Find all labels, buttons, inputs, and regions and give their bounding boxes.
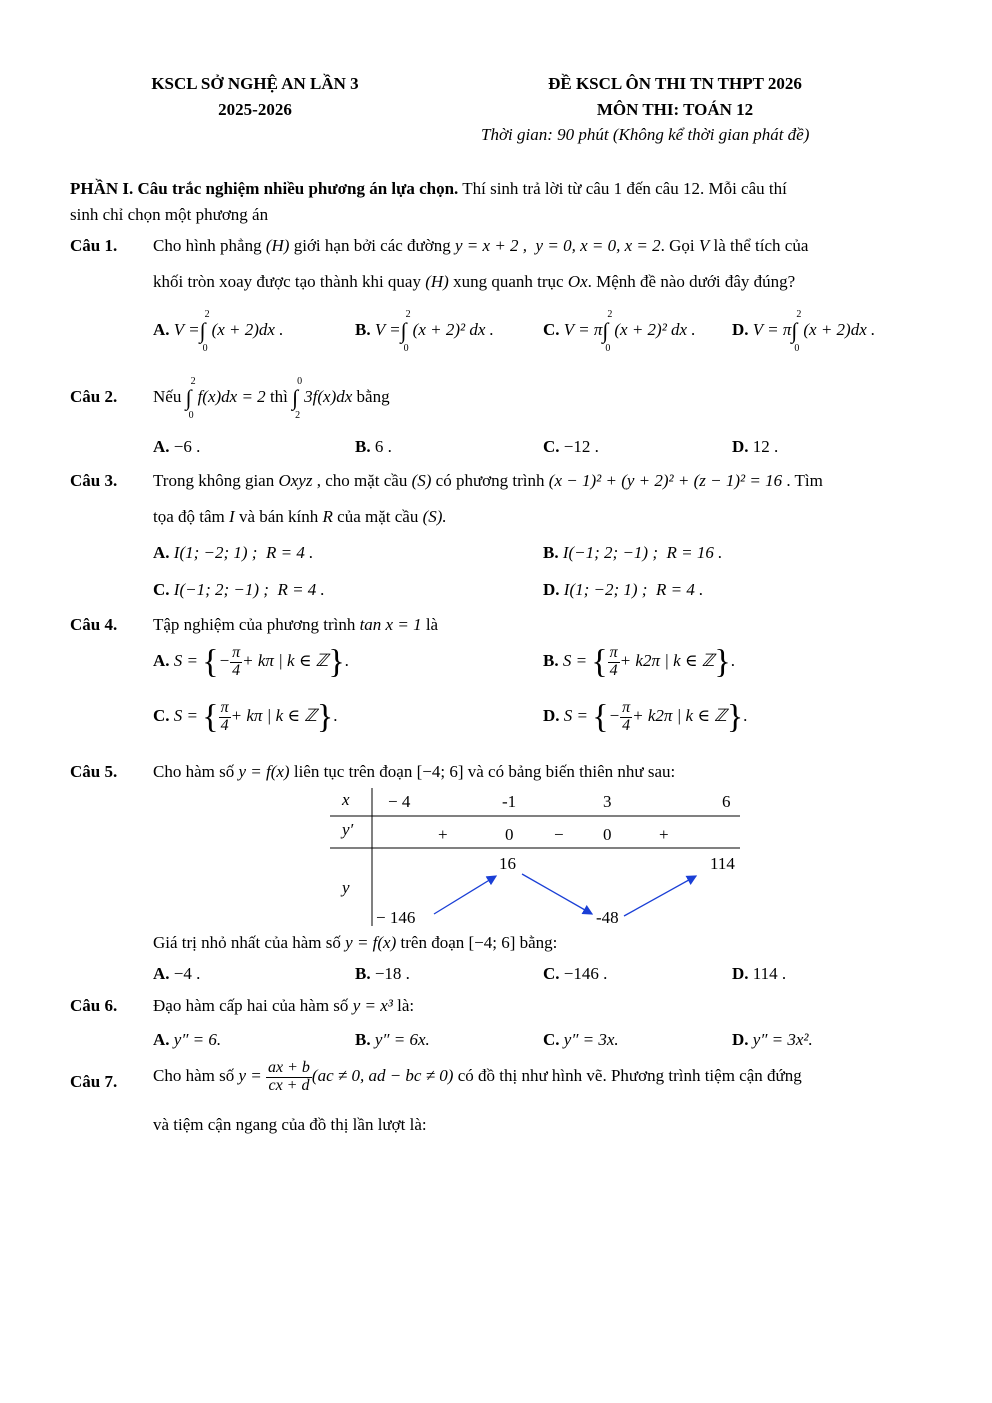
option-value: y″ = 6.	[173, 1030, 222, 1049]
q4-end: là	[425, 615, 439, 634]
option-label: D.	[732, 1030, 749, 1049]
q3-option-c[interactable]	[153, 580, 325, 600]
option-value: I(−1; 2; −1) ; R = 16 .	[562, 543, 723, 562]
q3-line1	[153, 471, 823, 491]
q1-line2	[153, 272, 795, 292]
option-post: + kπ | k ∈ ℤ	[230, 706, 317, 726]
q4-line	[153, 615, 438, 635]
q7-y: y =	[238, 1066, 262, 1086]
x-value: -1	[502, 792, 517, 811]
q2-text-e: bằng	[356, 387, 390, 406]
q5-option-a[interactable]	[153, 964, 200, 984]
option-label: A.	[153, 543, 170, 562]
table-y-label: y	[342, 878, 350, 897]
q5-option-b[interactable]	[355, 964, 410, 984]
option-label: D.	[732, 964, 749, 983]
option-pre: S =	[173, 706, 199, 726]
q3-text-f: và bán kính	[238, 507, 319, 526]
q3-option-b[interactable]	[543, 543, 722, 563]
option-label: C.	[153, 706, 170, 726]
q1-Ox: Ox	[567, 272, 588, 291]
option-label: D.	[732, 320, 749, 339]
option-label: D.	[732, 437, 749, 456]
q3-option-a[interactable]	[153, 543, 313, 563]
right-brace: }	[714, 643, 731, 681]
option-pre: S =	[173, 651, 199, 671]
option-value: −12 .	[563, 437, 599, 456]
q2-option-a[interactable]	[153, 437, 200, 457]
section-desc-2: sinh chỉ chọn một phương án	[70, 205, 269, 224]
q5-q-text-c: bằng:	[519, 933, 558, 952]
section-heading	[70, 179, 787, 199]
option-body: (x + 2)² dx .	[614, 320, 696, 339]
q1-option-c[interactable]	[543, 309, 696, 355]
option-value: I(1; −2; 1) ; R = 4 .	[173, 543, 314, 562]
option-body: (x + 2)dx .	[803, 320, 876, 339]
option-label: A.	[153, 1030, 170, 1049]
option-label: B.	[355, 964, 371, 983]
school-year: 2025-2026	[218, 100, 292, 119]
arrow-up-1	[434, 876, 496, 914]
q7-text-b: có đồ thị như hình vẽ. Phương trình tiệm cận đứng	[457, 1066, 802, 1086]
option-label: D.	[543, 580, 560, 599]
q7-line1	[153, 1060, 802, 1095]
option-label: A.	[153, 320, 170, 339]
option-pre: S =	[562, 651, 588, 671]
left-brace: {	[202, 643, 219, 681]
right-brace: }	[726, 698, 744, 736]
q1-text-b: giới hạn bởi các đường	[293, 236, 451, 255]
q5-text-b: liên tục trên đoạn	[293, 762, 413, 781]
option-tail: .	[333, 706, 338, 726]
option-label: C.	[543, 964, 560, 983]
option-pre: V =	[374, 320, 401, 339]
yp-value: +	[438, 825, 448, 844]
q1-option-a[interactable]	[153, 309, 284, 355]
option-pre: S =	[563, 706, 589, 726]
q3-equation: (x − 1)² + (y + 2)² + (z − 1)² = 16	[548, 471, 783, 490]
q1-text-e: khối tròn xoay được tạo thành khi quay	[153, 272, 421, 291]
q1-H2: (H)	[425, 272, 449, 291]
option-label: A.	[153, 651, 170, 671]
fraction: $\frac{\pi}{4}$	[622, 699, 631, 734]
yp-value: +	[659, 825, 669, 844]
option-label: A.	[153, 964, 170, 983]
arrow-down	[522, 874, 592, 914]
option-post: + kπ | k ∈ ℤ	[242, 651, 329, 671]
q6-line	[153, 996, 414, 1016]
q3-line2	[153, 507, 447, 527]
option-label: A.	[153, 437, 170, 456]
q5-q-interval: [−4; 6]	[468, 933, 516, 952]
option-value: y″ = 6x.	[374, 1030, 430, 1049]
option-value: 114 .	[752, 964, 787, 983]
left-brace: {	[591, 643, 608, 681]
exam-title: ĐỀ KSCL ÔN THI TN THPT 2026	[548, 74, 802, 93]
q1-option-b[interactable]	[355, 309, 494, 355]
q1-number: Câu 1.	[70, 236, 118, 255]
option-label: D.	[543, 706, 560, 726]
q5-number: Câu 5.	[70, 762, 118, 781]
q5-option-d[interactable]	[732, 964, 786, 984]
q3-S: (S)	[411, 471, 432, 490]
q1-text-f: xung quanh trục	[453, 272, 564, 291]
option-value: −18 .	[374, 964, 410, 983]
option-sign: −	[218, 651, 231, 671]
q1-equations: y = x + 2 , y = 0, x = 0, x = 2	[455, 236, 661, 255]
option-label: B.	[543, 543, 559, 562]
q4-text: Tập nghiệm của phương trình	[153, 615, 356, 634]
section-title: PHẦN I. Câu trắc nghiệm nhiều phương án lựa chọn.	[70, 179, 459, 198]
q4-option-a[interactable]	[153, 645, 349, 680]
right-brace: }	[316, 698, 334, 736]
left-brace: {	[202, 698, 219, 736]
table-yp-label: y′	[342, 820, 354, 839]
q5-question	[153, 933, 557, 953]
q1-text-a: Cho hình phẳng	[153, 236, 262, 255]
left-brace: {	[592, 698, 609, 736]
q1-option-d[interactable]	[732, 309, 876, 355]
q3-text-b: , cho mặt cầu	[316, 471, 408, 490]
option-label: C.	[543, 320, 560, 339]
q1-text-c: . Gọi	[660, 236, 695, 255]
q3-text-a: Trong không gian	[153, 471, 275, 490]
q3-option-d[interactable]	[543, 580, 703, 600]
option-label: B.	[355, 320, 371, 339]
q7-fraction: $\frac{ax + b}{cx + d}$	[268, 1059, 310, 1094]
option-value: 12 .	[752, 437, 779, 456]
x-value: 3	[603, 792, 612, 811]
q2-number: Câu 2.	[70, 387, 118, 406]
y-value: − 146	[376, 908, 416, 927]
y-value: 114	[710, 854, 735, 873]
q3-I: I	[229, 507, 235, 526]
fraction: $\frac{\pi}{4}$	[232, 644, 241, 679]
school-title: KSCL SỞ NGHỆ AN LẦN 3	[151, 74, 359, 93]
q7-text-a: Cho hàm số	[153, 1066, 235, 1086]
option-value: y″ = 3x.	[563, 1030, 619, 1049]
option-value: 6 .	[374, 437, 392, 456]
q7-condition: (ac ≠ 0, ad − bc ≠ 0)	[311, 1066, 454, 1086]
option-sign: −	[608, 706, 621, 726]
integral-sign: ∫ 2 0	[185, 376, 196, 422]
exam-subject: MÔN THI: TOÁN 12	[596, 100, 754, 119]
q4-equation: tan x = 1	[359, 615, 422, 634]
q5-interval: [−4; 6]	[416, 762, 464, 781]
section-desc: Thí sinh trả lời từ câu 1 đến câu 12. Mỗi câu thí	[458, 179, 787, 198]
q5-function: y = f(x)	[238, 762, 290, 781]
q3-text-c: có phương trình	[435, 471, 545, 490]
variation-table	[330, 786, 740, 928]
q7-line2: và tiệm cận ngang của đồ thị lần lượt là:	[153, 1115, 427, 1134]
q1-text-d: là thể tích của	[713, 236, 809, 255]
x-value: − 4	[388, 792, 411, 811]
option-pre: V = π	[752, 320, 792, 339]
q5-q-text-a: Giá trị nhỏ nhất của hàm số	[153, 933, 341, 952]
exam-time: Thời gian: 90 phút (Không kể thời gian phát đề)	[481, 125, 810, 144]
option-tail: .	[730, 651, 735, 671]
option-body: (x + 2)dx .	[211, 320, 284, 339]
y-value: 16	[499, 854, 516, 873]
option-value: −146 .	[563, 964, 608, 983]
option-value: I(1; −2; 1) ; R = 4 .	[563, 580, 704, 599]
yp-value: 0	[505, 825, 514, 844]
option-pre: V =	[173, 320, 200, 339]
q6-number: Câu 6.	[70, 996, 118, 1015]
option-value: y″ = 3x².	[752, 1030, 813, 1049]
q7-number: Câu 7.	[70, 1072, 118, 1091]
integral-sign: ∫ 2 0	[791, 309, 802, 355]
q6-function: y = x³	[352, 996, 393, 1015]
option-label: B.	[355, 1030, 371, 1049]
right-brace: }	[328, 643, 345, 681]
q2-text-a: Nếu	[153, 387, 182, 406]
q5-q-text-b: trên đoạn	[400, 933, 465, 952]
integral-sign: ∫ 0 2	[292, 376, 303, 422]
option-value: −4 .	[173, 964, 201, 983]
q6-option-a[interactable]	[153, 1030, 221, 1050]
q6-option-d[interactable]	[732, 1030, 813, 1050]
option-pre: V = π	[563, 320, 603, 339]
q2-line	[153, 376, 390, 422]
option-value: −6 .	[173, 437, 201, 456]
q6-text-b: là:	[397, 996, 415, 1015]
q4-number: Câu 4.	[70, 615, 118, 634]
q6-option-b[interactable]	[355, 1030, 430, 1050]
q3-oxyz: Oxyz	[278, 471, 313, 490]
q4-option-d[interactable]	[543, 700, 747, 735]
option-label: C.	[543, 437, 560, 456]
fraction: $\frac{\pi}{4}$	[609, 644, 618, 679]
q1-H: (H)	[265, 236, 290, 255]
q3-R: R	[322, 507, 333, 526]
q2-option-c[interactable]	[543, 437, 599, 457]
q2-condition: f(x)dx = 2	[197, 387, 266, 406]
q3-text-g: của mặt cầu	[337, 507, 419, 526]
q1-text-g: . Mệnh đề nào dưới đây đúng?	[587, 272, 796, 291]
option-label: C.	[543, 1030, 560, 1049]
q2-option-d[interactable]	[732, 437, 778, 457]
fraction: $\frac{\pi}{4}$	[220, 699, 229, 734]
yp-value: −	[554, 825, 564, 844]
option-label: B.	[543, 651, 559, 671]
q6-text-a: Đạo hàm cấp hai của hàm số	[153, 996, 349, 1015]
q3-number: Câu 3.	[70, 471, 118, 490]
option-body: (x + 2)² dx .	[412, 320, 494, 339]
option-post: + k2π | k ∈ ℤ	[619, 651, 715, 671]
q5-text-a: Cho hàm số	[153, 762, 235, 781]
integral-sign: ∫ 2 0	[400, 309, 411, 355]
integral-sign: ∫ 2 0	[602, 309, 613, 355]
option-label: C.	[153, 580, 170, 599]
integral-sign: ∫ 2 0	[199, 309, 210, 355]
option-post: + k2π | k ∈ ℤ	[632, 706, 727, 726]
q5-text-c: và có bảng biến thiên như sau:	[467, 762, 676, 781]
q3-text-d: . Tìm	[786, 471, 823, 490]
option-tail: .	[344, 651, 349, 671]
option-value: I(−1; 2; −1) ; R = 4 .	[173, 580, 325, 599]
q4-option-c[interactable]	[153, 700, 337, 735]
q2-text-c: thì	[269, 387, 288, 406]
q2-option-b[interactable]	[355, 437, 392, 457]
q5-q-function: y = f(x)	[345, 933, 397, 952]
q2-target: 3f(x)dx	[304, 387, 353, 406]
y-value: -48	[596, 908, 619, 927]
q5-option-c[interactable]	[543, 964, 607, 984]
option-label: B.	[355, 437, 371, 456]
q5-line	[153, 762, 675, 782]
x-value: 6	[722, 792, 731, 811]
q3-S2: (S).	[422, 507, 447, 526]
q1-V: V	[698, 236, 710, 255]
arrow-up-2	[624, 876, 696, 916]
option-tail: .	[743, 706, 748, 726]
q3-text-e: tọa độ tâm	[153, 507, 225, 526]
table-x-label: x	[342, 790, 350, 809]
yp-value: 0	[603, 825, 612, 844]
q1-line1	[153, 236, 808, 256]
q4-option-b[interactable]	[543, 645, 735, 680]
q6-option-c[interactable]	[543, 1030, 619, 1050]
